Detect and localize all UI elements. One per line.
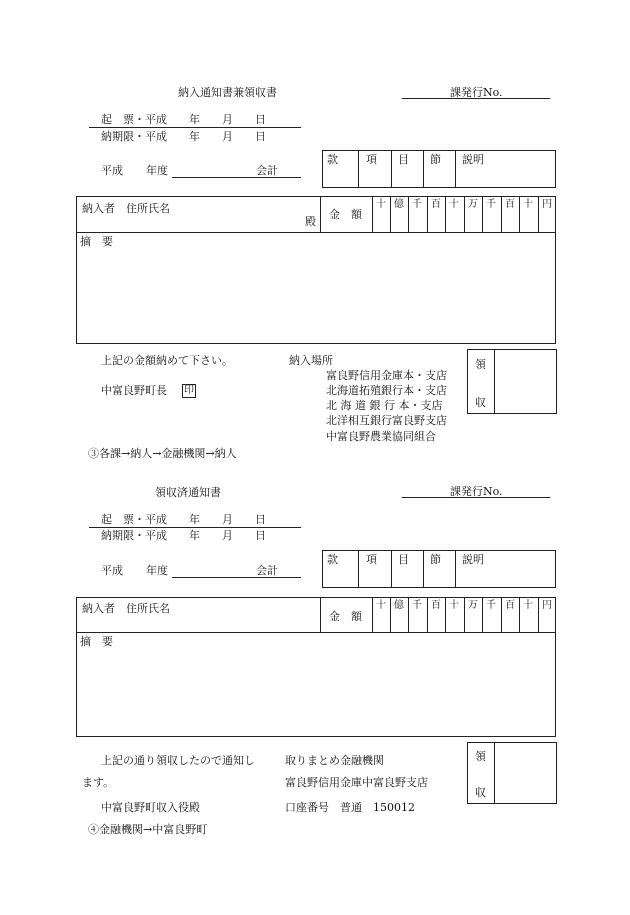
form2-agg-label: 取りまとめ金融機関 (285, 754, 384, 767)
digit-label: 十 (376, 199, 386, 210)
form2-cat-kou: 項 (366, 553, 377, 566)
form1-bank-2: 北海道拓殖銀行本・支店 (326, 384, 447, 397)
form2-main-box (76, 597, 556, 737)
form2-kippyo-row: 起 票・平成 年 月 日 (101, 513, 266, 526)
form1-fiscal-underline (172, 177, 301, 178)
divider (519, 597, 520, 632)
form2-kippyo-underline (89, 527, 301, 528)
divider (423, 550, 424, 588)
divider (427, 196, 428, 232)
form2-title: 領収済通知書 (155, 486, 221, 499)
divider (408, 196, 409, 232)
form1-cat-kou: 項 (366, 153, 377, 166)
digit-label: 千 (412, 600, 422, 611)
digit-label: 百 (431, 199, 441, 210)
form1-issue-no: 課発行No. (450, 86, 503, 99)
form2-flow: ④金融機関→中富良野町 (88, 823, 208, 836)
form1-kaikei: 会計 (256, 164, 278, 177)
digit-label: 十 (523, 199, 533, 210)
form1-title: 納入通知書兼領収書 (178, 86, 277, 99)
form2-tekiyo: 摘 要 (80, 635, 113, 648)
divider (372, 597, 373, 632)
form1-seal: 印 (184, 385, 194, 396)
form1-bank-4: 北洋相互銀行富良野支店 (326, 414, 447, 427)
divider (408, 597, 409, 632)
form2-nendo: 年度 (146, 564, 168, 577)
divider (482, 597, 483, 632)
divider (391, 550, 392, 588)
digit-label: 円 (542, 600, 552, 611)
form1-message: 上記の金額納めて下さい。 (101, 354, 233, 367)
divider (390, 597, 391, 632)
digit-label: 万 (468, 199, 478, 210)
digit-label: 千 (486, 600, 496, 611)
divider (391, 150, 392, 188)
form1-cat-setsumei: 説明 (462, 153, 484, 166)
form2-agg-bank: 富良野信用金庫中富良野支店 (285, 776, 428, 789)
digit-label: 万 (468, 600, 478, 611)
divider (519, 196, 520, 232)
form1-kippyo-underline (89, 127, 301, 128)
divider (482, 196, 483, 232)
form1-flow: ③各課→納人→金融機関→納人 (88, 447, 237, 460)
form1-cat-kan: 款 (327, 153, 338, 166)
form2-cat-setsu: 節 (430, 553, 441, 566)
form1-amount-label: 金 額 (329, 208, 362, 221)
form1-heisei: 平成 (101, 164, 123, 177)
divider (464, 597, 465, 632)
form2-receipt-bottom: 収 (475, 786, 486, 799)
divider (445, 597, 446, 632)
form2-cat-setsumei: 説明 (462, 553, 484, 566)
divider (455, 150, 456, 188)
form2-cat-moku: 目 (398, 553, 409, 566)
form1-receipt-top: 領 (475, 358, 486, 371)
form2-message-1: 上記の通り領収したので通知し (101, 754, 255, 767)
digit-label: 百 (505, 600, 515, 611)
form2-heisei: 平成 (101, 564, 123, 577)
form1-place-label: 納入場所 (289, 354, 333, 367)
divider (455, 550, 456, 588)
digit-label: 十 (376, 600, 386, 611)
form1-mayor: 中富良野町長 (101, 384, 167, 397)
form1-bank-5: 中富良野農業協同組合 (326, 430, 436, 443)
digit-label: 千 (486, 199, 496, 210)
form2-fiscal-underline (172, 577, 301, 578)
form1-nendo: 年度 (146, 164, 168, 177)
divider (372, 196, 373, 232)
divider (358, 150, 359, 188)
form2-receipt-top: 領 (475, 750, 486, 763)
divider (538, 196, 539, 232)
form1-tekiyo: 摘 要 (80, 235, 113, 248)
divider (427, 597, 428, 632)
form1-dono: 殿 (305, 215, 316, 228)
divider (494, 742, 495, 804)
digit-label: 億 (394, 600, 404, 611)
digit-label: 十 (449, 600, 459, 611)
divider (423, 150, 424, 188)
seal-stamp (182, 383, 196, 398)
form1-bank-1: 富良野信用金庫本・支店 (326, 369, 447, 382)
form2-collector: 中富良野町収入役殿 (101, 801, 200, 814)
divider (320, 196, 321, 232)
divider (501, 597, 502, 632)
digit-label: 千 (412, 199, 422, 210)
divider (76, 232, 556, 233)
digit-label: 百 (431, 600, 441, 611)
digit-label: 円 (542, 199, 552, 210)
divider (445, 196, 446, 232)
form2-issue-no: 課発行No. (450, 485, 503, 498)
form2-message-2: ます。 (82, 776, 115, 789)
form2-account: 口座番号 普通 150012 (285, 801, 415, 814)
divider (76, 632, 556, 633)
divider (358, 550, 359, 588)
divider (501, 196, 502, 232)
divider (494, 349, 495, 414)
digit-label: 十 (449, 199, 459, 210)
form1-nouki-row: 納期限・平成 年 月 日 (101, 130, 266, 143)
form1-receipt-bottom: 収 (475, 396, 486, 409)
form1-bank-3: 北 海 道 銀 行 本・支店 (326, 399, 443, 412)
form1-cat-setsu: 節 (430, 153, 441, 166)
digit-label: 十 (523, 600, 533, 611)
form1-main-box (76, 196, 556, 344)
form1-cat-moku: 目 (398, 153, 409, 166)
form2-nouki-row: 納期限・平成 年 月 日 (101, 529, 266, 542)
digit-label: 百 (505, 199, 515, 210)
divider (320, 597, 321, 632)
form1-payer-label: 納入者 住所氏名 (82, 202, 170, 215)
form2-amount-label: 金 額 (329, 610, 362, 623)
divider (464, 196, 465, 232)
divider (390, 196, 391, 232)
divider (538, 597, 539, 632)
form2-payer-label: 納入者 住所氏名 (82, 602, 170, 615)
form2-kaikei: 会計 (256, 564, 278, 577)
digit-label: 億 (394, 199, 404, 210)
form2-cat-kan: 款 (327, 553, 338, 566)
form1-kippyo-row: 起 票・平成 年 月 日 (101, 113, 266, 126)
